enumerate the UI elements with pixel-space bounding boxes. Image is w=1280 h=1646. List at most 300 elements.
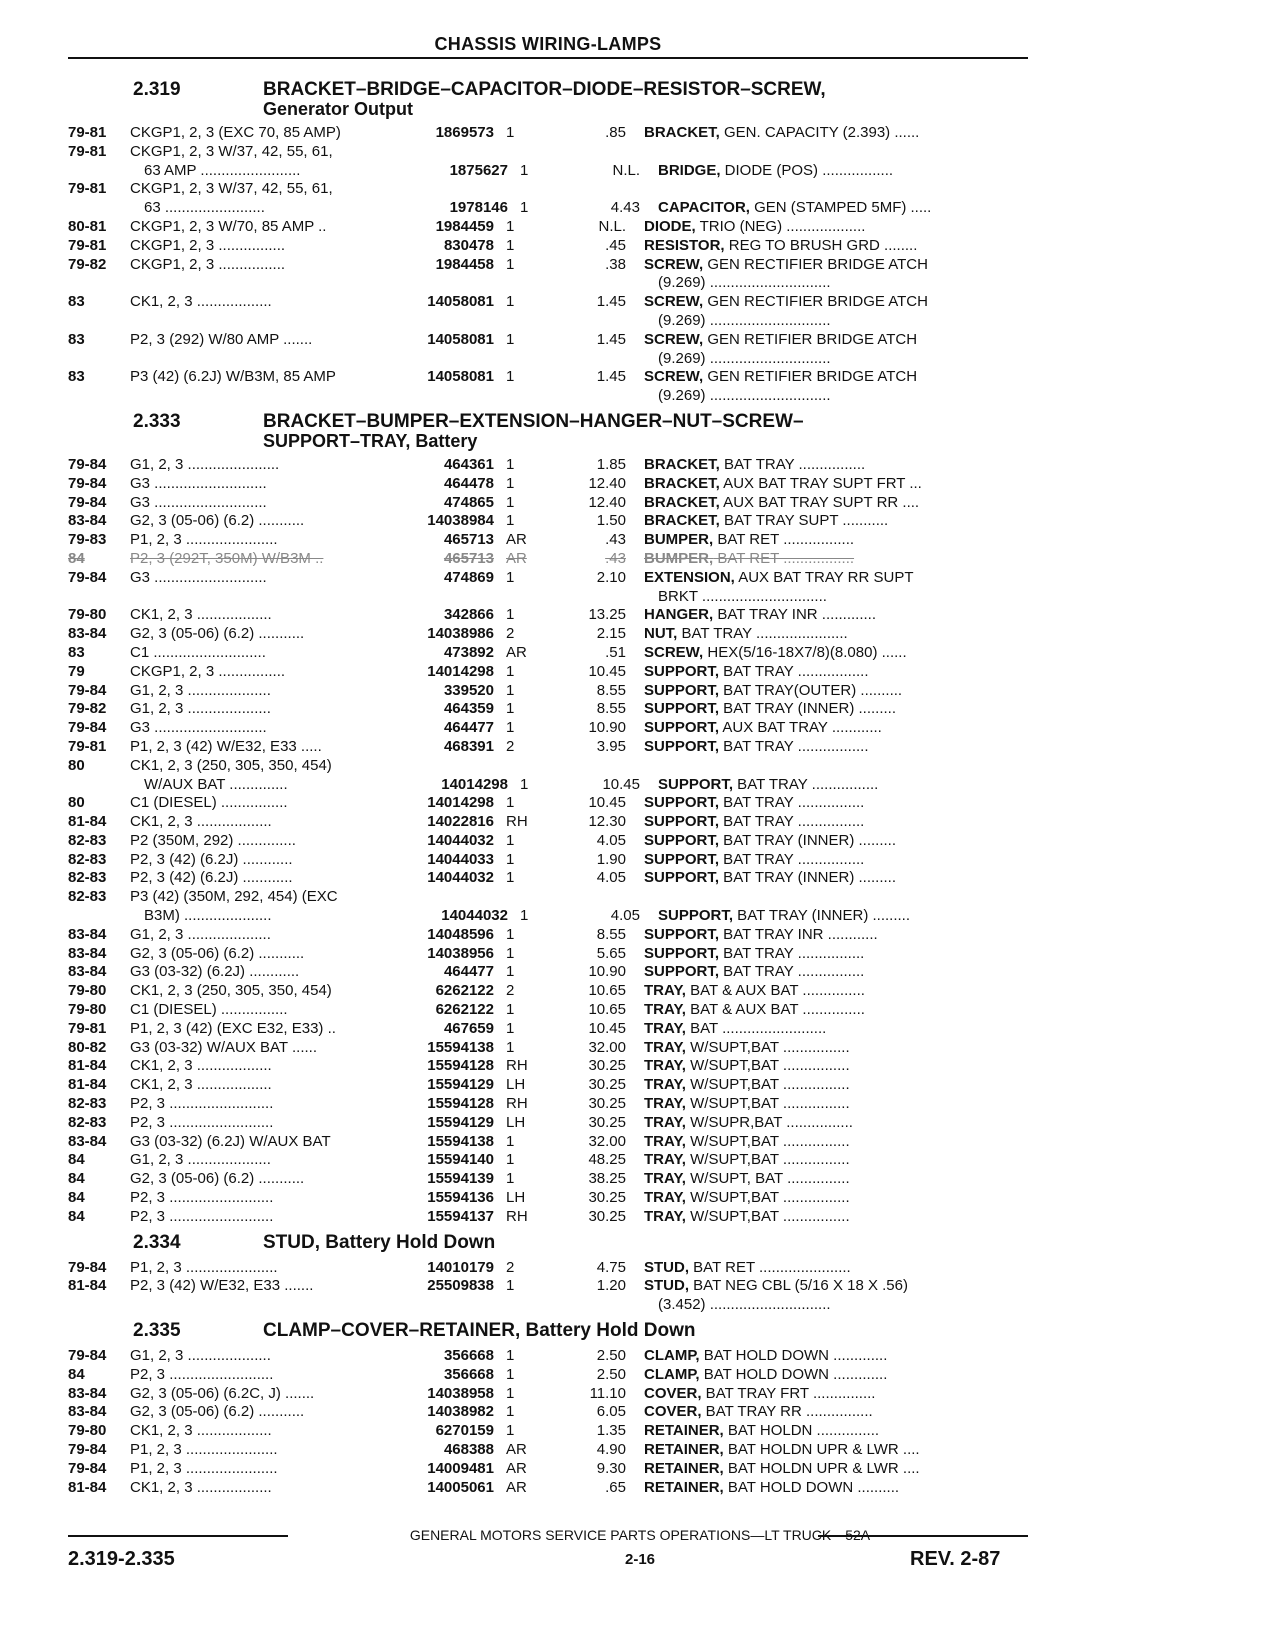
quantity: 1: [506, 794, 515, 812]
model-applicability: CKGP1, 2, 3 W/37, 42, 55, 61,: [130, 180, 333, 198]
part-description: [626, 1479, 1000, 1498]
price: 12.40: [588, 493, 626, 511]
model-applicability: CK1, 2, 3 ..................: [130, 1478, 272, 1496]
price: 30.25: [588, 1057, 626, 1075]
part-number: [418, 143, 494, 162]
part-description: [626, 494, 1000, 513]
part-detail: BAT TRAY (INNER) .........: [719, 869, 896, 887]
part-description: [626, 663, 1000, 682]
model-applicability: P2, 3 (292T, 350M) W/B3M ..: [130, 549, 324, 567]
part-name: STUD,: [644, 1258, 689, 1276]
part-row: [68, 274, 1028, 293]
part-description: [626, 1403, 1000, 1422]
part-description: [640, 162, 1014, 181]
part-description: [626, 180, 1000, 199]
price: N.L.: [612, 161, 640, 179]
part-row: [68, 813, 1028, 832]
year-range: 82-83: [68, 1095, 107, 1113]
quantity: RH: [506, 813, 528, 831]
part-row: [68, 1403, 1028, 1422]
part-number: [432, 1296, 508, 1315]
quantity: 1: [506, 1422, 515, 1440]
quantity: [508, 1296, 560, 1315]
part-detail: GEN RETIFIER BRIDGE ATCH: [703, 368, 918, 386]
price: 30.25: [588, 1113, 626, 1131]
price: 5.65: [596, 944, 626, 962]
part-name: RETAINER,: [644, 1478, 724, 1496]
part-description: [626, 1441, 1000, 1460]
part-description: [626, 869, 1000, 888]
part-detail: BAT HOLDN UPR & LWR ....: [723, 1441, 920, 1458]
part-row: [68, 588, 1028, 607]
part-number: 14009481: [427, 1459, 494, 1477]
price: 1.45: [596, 330, 626, 348]
price: .45: [605, 236, 626, 254]
part-name: EXTENSION,: [644, 568, 735, 586]
part-row: [68, 794, 1028, 813]
footer-revision: REV. 2-87: [910, 1548, 1001, 1570]
part-name: SUPPORT,: [644, 850, 720, 868]
model-applicability: C1 (DIESEL) ................: [130, 1001, 288, 1019]
part-description: [640, 907, 1014, 926]
price: 2.15: [596, 625, 626, 643]
year-range: 83-84: [68, 1132, 107, 1150]
part-detail: W/SUPT,BAT ................: [685, 1151, 850, 1169]
model-applicability: P2, 3 .........................: [130, 1113, 274, 1131]
model-applicability: CK1, 2, 3 ..................: [130, 606, 272, 624]
year-range: 84: [68, 1207, 85, 1225]
section-heading: [68, 80, 1028, 100]
quantity: 1: [506, 1151, 515, 1169]
part-number: 15594139: [427, 1170, 494, 1188]
part-number: [418, 888, 494, 907]
year-range: 81-84: [68, 1277, 107, 1295]
part-description: [626, 1259, 1000, 1278]
part-description: [626, 256, 1000, 275]
model-applicability: CKGP1, 2, 3 W/37, 42, 55, 61,: [130, 142, 333, 160]
price: [546, 757, 626, 776]
quantity: [508, 312, 560, 331]
part-row: [68, 1039, 1028, 1058]
part-name: TRAY,: [644, 1038, 686, 1056]
model-applicability: G3 (03-32) W/AUX BAT ......: [130, 1038, 317, 1056]
price: .51: [605, 643, 626, 661]
price: [560, 350, 640, 369]
part-name: SCREW,: [644, 293, 704, 311]
part-detail: BAT HOLDN ...............: [723, 1422, 880, 1440]
section-number: 2.333: [133, 410, 181, 432]
part-row: [68, 1385, 1028, 1404]
part-detail: BAT TRAY (INNER) .........: [719, 831, 896, 849]
part-row: [68, 368, 1028, 387]
model-applicability: P1, 2, 3 ......................: [130, 1258, 278, 1276]
part-row: [68, 700, 1028, 719]
model-applicability: CKGP1, 2, 3 ................: [130, 236, 286, 254]
part-name: BRACKET,: [644, 124, 720, 141]
year-range: 84: [68, 1365, 85, 1383]
part-description: [626, 1095, 1000, 1114]
part-detail: BAT TRAY FRT ...............: [701, 1384, 876, 1402]
part-row: [68, 456, 1028, 475]
part-number: 14038984: [427, 512, 494, 530]
part-name: BRACKET,: [644, 512, 720, 530]
part-number: 14044032: [441, 907, 508, 925]
part-description: [626, 1460, 1000, 1479]
part-description: [626, 1020, 1000, 1039]
quantity: 1: [520, 907, 529, 925]
part-description: [640, 1296, 1014, 1315]
part-description: [626, 700, 1000, 719]
year-range: 81-84: [68, 1076, 107, 1094]
price: 11.10: [589, 1384, 626, 1402]
part-number: 474869: [443, 568, 494, 586]
year-range: 79-80: [68, 606, 107, 624]
part-name: SCREW,: [644, 255, 704, 273]
year-range: 79-84: [68, 493, 107, 511]
model-applicability: P3 (42) (350M, 292, 454) (EXC: [130, 888, 338, 906]
part-description: [626, 331, 1000, 350]
year-range: 81-84: [68, 1057, 107, 1075]
model-applicability: G1, 2, 3 ....................: [130, 700, 271, 718]
model-applicability: P2, 3 (42) (6.2J) ............: [130, 850, 293, 868]
section-heading: [68, 1321, 1028, 1341]
price: 2.50: [596, 1365, 626, 1383]
part-number: [418, 180, 494, 199]
part-row: [68, 1133, 1028, 1152]
part-detail: BAT NEG CBL (5/16 X 18 X .56): [689, 1277, 908, 1295]
price: 30.25: [588, 1095, 626, 1113]
part-name: SUPPORT,: [644, 813, 720, 831]
part-number: 830478: [443, 236, 494, 254]
part-row: [68, 1347, 1028, 1366]
header-rule: [68, 57, 1028, 59]
section-title: CLAMP–COVER–RETAINER, Battery Hold Down: [263, 1320, 696, 1342]
part-name: RESISTOR,: [644, 236, 725, 254]
part-description: [640, 312, 1014, 331]
section-subtitle: SUPPORT–TRAY, Battery: [263, 430, 478, 451]
section-number: 2.319: [133, 79, 181, 100]
quantity: AR: [506, 1441, 527, 1458]
part-number: 1984458: [435, 255, 494, 273]
quantity: LH: [506, 1113, 526, 1131]
model-applicability: P2, 3 .........................: [130, 1095, 274, 1113]
price: 30.25: [588, 1076, 626, 1094]
price: 10.45: [588, 1019, 626, 1037]
quantity: 1: [506, 700, 515, 718]
year-range: 83-84: [68, 925, 107, 943]
model-applicability: P1, 2, 3 (42) (EXC E32, E33) ..: [130, 1019, 336, 1037]
part-row: [68, 1366, 1028, 1385]
model-applicability: G3 (03-32) (6.2J) ............: [130, 963, 300, 981]
part-row: [68, 1441, 1028, 1460]
part-description: [626, 512, 1000, 531]
year-range: 79: [68, 662, 85, 680]
price: 10.90: [588, 963, 626, 981]
part-detail: BAT TRAY ................: [733, 775, 879, 793]
part-number: 15594138: [427, 1038, 494, 1056]
part-row: [68, 143, 1028, 162]
part-row: [68, 180, 1028, 199]
part-row: [68, 256, 1028, 275]
quantity: 1: [506, 493, 515, 511]
part-row: [68, 494, 1028, 513]
quantity: RH: [506, 1207, 528, 1225]
part-number: 342866: [443, 606, 494, 624]
part-detail: GEN RECTIFIER BRIDGE ATCH: [703, 255, 928, 273]
part-name: STUD,: [644, 1277, 689, 1295]
part-name: RETAINER,: [644, 1441, 724, 1458]
part-detail: BAT TRAY SUPT ...........: [719, 512, 889, 530]
price: 10.45: [588, 794, 626, 812]
part-number: [432, 312, 508, 331]
model-applicability: P2, 3 (292) W/80 AMP .......: [130, 330, 313, 348]
part-detail: (9.269) .............................: [658, 349, 831, 367]
year-range: 82-83: [68, 869, 107, 887]
price: 1.90: [596, 850, 626, 868]
part-name: SUPPORT,: [644, 831, 720, 849]
model-applicability: [130, 350, 432, 369]
part-row: [68, 312, 1028, 331]
part-name: SUPPORT,: [644, 700, 720, 718]
part-detail: BAT TRAY ................: [719, 850, 865, 868]
model-applicability: 63 ........................: [144, 199, 265, 217]
part-name: SCREW,: [644, 643, 704, 661]
part-description: [626, 644, 1000, 663]
parts-sections: [68, 74, 1028, 1497]
quantity: RH: [506, 1057, 528, 1075]
price: 2.50: [596, 1347, 626, 1365]
year-range: [68, 312, 130, 331]
year-range: 83-84: [68, 963, 107, 981]
part-detail: HEX(5/16-18X7/8)(8.080) ......: [703, 643, 907, 661]
part-row: [68, 1170, 1028, 1189]
year-range: 83: [68, 643, 85, 661]
part-detail: GEN (STAMPED 5MF) .....: [749, 199, 932, 217]
part-row: [68, 926, 1028, 945]
price: 10.45: [602, 775, 640, 793]
part-number: 464477: [443, 963, 494, 981]
part-name: RETAINER,: [644, 1422, 724, 1440]
part-row: [68, 1020, 1028, 1039]
part-number: 15594129: [427, 1076, 494, 1094]
quantity: [508, 588, 560, 607]
part-name: HANGER,: [644, 606, 714, 624]
year-range: 79-80: [68, 1001, 107, 1019]
part-number: 1869573: [435, 124, 494, 141]
model-applicability: CKGP1, 2, 3 (EXC 70, 85 AMP): [130, 124, 341, 141]
part-description: [626, 1385, 1000, 1404]
part-number: 6270159: [435, 1422, 494, 1440]
price: 32.00: [588, 1132, 626, 1150]
quantity: [508, 387, 560, 406]
part-row: [68, 1057, 1028, 1076]
part-detail: W/SUPT,BAT ................: [685, 1057, 850, 1075]
part-detail: BAT TRAY INR ............: [719, 925, 878, 943]
year-range: 79-84: [68, 455, 107, 473]
quantity: 1: [506, 474, 515, 492]
price: 4.05: [596, 869, 626, 887]
year-range: 82-83: [68, 1113, 107, 1131]
part-description: [640, 776, 1014, 795]
year-range: 79-84: [68, 1459, 107, 1477]
part-row: [68, 1296, 1028, 1315]
part-name: SUPPORT,: [644, 963, 720, 981]
model-applicability: P2, 3 .........................: [130, 1207, 274, 1225]
part-name: SUPPORT,: [644, 944, 720, 962]
part-description: [640, 274, 1014, 293]
model-applicability: G1, 2, 3 ......................: [130, 455, 280, 473]
part-detail: BAT TRAY (INNER) .........: [719, 700, 896, 718]
quantity: 1: [506, 1170, 515, 1188]
part-name: TRAY,: [644, 1151, 686, 1169]
part-row: [68, 682, 1028, 701]
section-title: BRACKET–BUMPER–EXTENSION–HANGER–NUT–SCREW–: [263, 410, 804, 432]
price: 10.65: [588, 1001, 626, 1019]
price: [560, 274, 640, 293]
part-number: 474865: [443, 493, 494, 511]
part-name: BRACKET,: [644, 474, 720, 492]
part-row: [68, 606, 1028, 625]
part-name: TRAY,: [644, 1095, 686, 1113]
part-name: TRAY,: [644, 1019, 686, 1037]
model-applicability: P1, 2, 3 ......................: [130, 1441, 278, 1458]
part-name: RETAINER,: [644, 1459, 724, 1477]
part-number: 14014298: [427, 662, 494, 680]
part-name: TRAY,: [644, 982, 686, 1000]
price: 4.43: [610, 199, 640, 217]
part-description: [626, 456, 1000, 475]
quantity: AR: [506, 549, 527, 567]
model-applicability: P2, 3 .........................: [130, 1365, 274, 1383]
part-description: [640, 350, 1014, 369]
part-description: [626, 926, 1000, 945]
part-number: 14010179: [427, 1258, 494, 1276]
part-detail: BAT TRAY(OUTER) ..........: [719, 681, 903, 699]
part-description: [626, 531, 1000, 550]
part-row: [68, 1277, 1028, 1296]
quantity: 1: [506, 236, 515, 254]
part-description: [626, 963, 1000, 982]
year-range: 79-84: [68, 681, 107, 699]
model-applicability: G3 ...........................: [130, 719, 267, 737]
year-range: 79-81: [68, 124, 107, 141]
model-applicability: CK1, 2, 3 ..................: [130, 1076, 272, 1094]
part-number: [432, 387, 508, 406]
part-detail: (9.269) .............................: [658, 274, 831, 292]
part-detail: BAT RET ......................: [689, 1258, 851, 1276]
part-detail: BAT TRAY ................: [719, 963, 865, 981]
price: 8.55: [596, 681, 626, 699]
model-applicability: [130, 588, 432, 607]
part-number: 464478: [443, 474, 494, 492]
part-row: [68, 475, 1028, 494]
price: 9.30: [596, 1459, 626, 1477]
part-number: 14048596: [427, 925, 494, 943]
part-description: [626, 1170, 1000, 1189]
part-row: [68, 569, 1028, 588]
part-row: [68, 531, 1028, 550]
page-header-title: CHASSIS WIRING-LAMPS: [434, 34, 662, 54]
part-description: [626, 1133, 1000, 1152]
part-row: [68, 1479, 1028, 1498]
price: 1.20: [596, 1277, 626, 1295]
year-range: 79-80: [68, 982, 107, 1000]
part-detail: W/SUPT,BAT ................: [685, 1207, 850, 1225]
part-detail: BAT & AUX BAT ...............: [685, 1001, 865, 1019]
part-number: 1978146: [449, 199, 508, 217]
part-number: 464361: [443, 455, 494, 473]
price: 4.05: [596, 831, 626, 849]
part-number: 14044032: [427, 869, 494, 887]
part-row: [68, 512, 1028, 531]
year-range: 83-84: [68, 1384, 107, 1402]
price: [546, 180, 626, 199]
part-detail: BAT TRAY ......................: [677, 625, 848, 643]
part-name: BUMPER,: [644, 531, 714, 549]
part-number: 468388: [443, 1441, 494, 1458]
price: .38: [605, 255, 626, 273]
part-detail: AUX BAT TRAY SUPT FRT ...: [719, 474, 922, 492]
part-detail: AUX BAT TRAY RR SUPT: [734, 568, 914, 586]
section-title: STUD, Battery Hold Down: [263, 1231, 496, 1253]
part-detail: BAT TRAY ................: [719, 813, 865, 831]
price: 13.25: [588, 606, 626, 624]
quantity: 2: [506, 625, 515, 643]
part-description: [626, 794, 1000, 813]
part-detail: BAT TRAY ................: [719, 794, 865, 812]
year-range: 83-84: [68, 512, 107, 530]
part-row: [68, 1095, 1028, 1114]
part-detail: BAT HOLD DOWN .............: [699, 1365, 888, 1383]
price: 1.35: [596, 1422, 626, 1440]
quantity: 1: [506, 455, 515, 473]
part-number: 14058081: [427, 330, 494, 348]
part-number: 14044033: [427, 850, 494, 868]
quantity: 1: [506, 606, 515, 624]
part-name: SUPPORT,: [644, 681, 720, 699]
part-row: [68, 124, 1028, 143]
section-number: 2.334: [133, 1231, 181, 1253]
price: 3.95: [596, 737, 626, 755]
price: 8.55: [596, 700, 626, 718]
part-detail: BAT TRAY INR .............: [713, 606, 876, 624]
part-number: 15594138: [427, 1132, 494, 1150]
part-description: [626, 625, 1000, 644]
part-detail: W/SUPT,BAT ................: [685, 1132, 850, 1150]
part-number: 25509838: [427, 1277, 494, 1295]
part-description: [626, 851, 1000, 870]
part-name: TRAY,: [644, 1001, 686, 1019]
part-row: [68, 1189, 1028, 1208]
model-applicability: G2, 3 (05-06) (6.2) ...........: [130, 1170, 305, 1188]
price: 30.25: [588, 1207, 626, 1225]
part-row: [68, 1114, 1028, 1133]
part-number: [432, 274, 508, 293]
part-description: [626, 1151, 1000, 1170]
part-name: SCREW,: [644, 368, 704, 386]
price: 1.85: [596, 455, 626, 473]
year-range: 79-83: [68, 531, 107, 549]
part-number: 15594137: [427, 1207, 494, 1225]
model-applicability: P2, 3 (42) W/E32, E33 .......: [130, 1277, 314, 1295]
part-row: [68, 738, 1028, 757]
part-detail: DIODE (POS) .................: [720, 161, 894, 179]
year-range: 79-81: [68, 180, 107, 198]
part-row: [68, 869, 1028, 888]
part-name: COVER,: [644, 1384, 702, 1402]
part-detail: GEN. CAPACITY (2.393) ......: [719, 124, 920, 141]
year-range: 79-84: [68, 719, 107, 737]
